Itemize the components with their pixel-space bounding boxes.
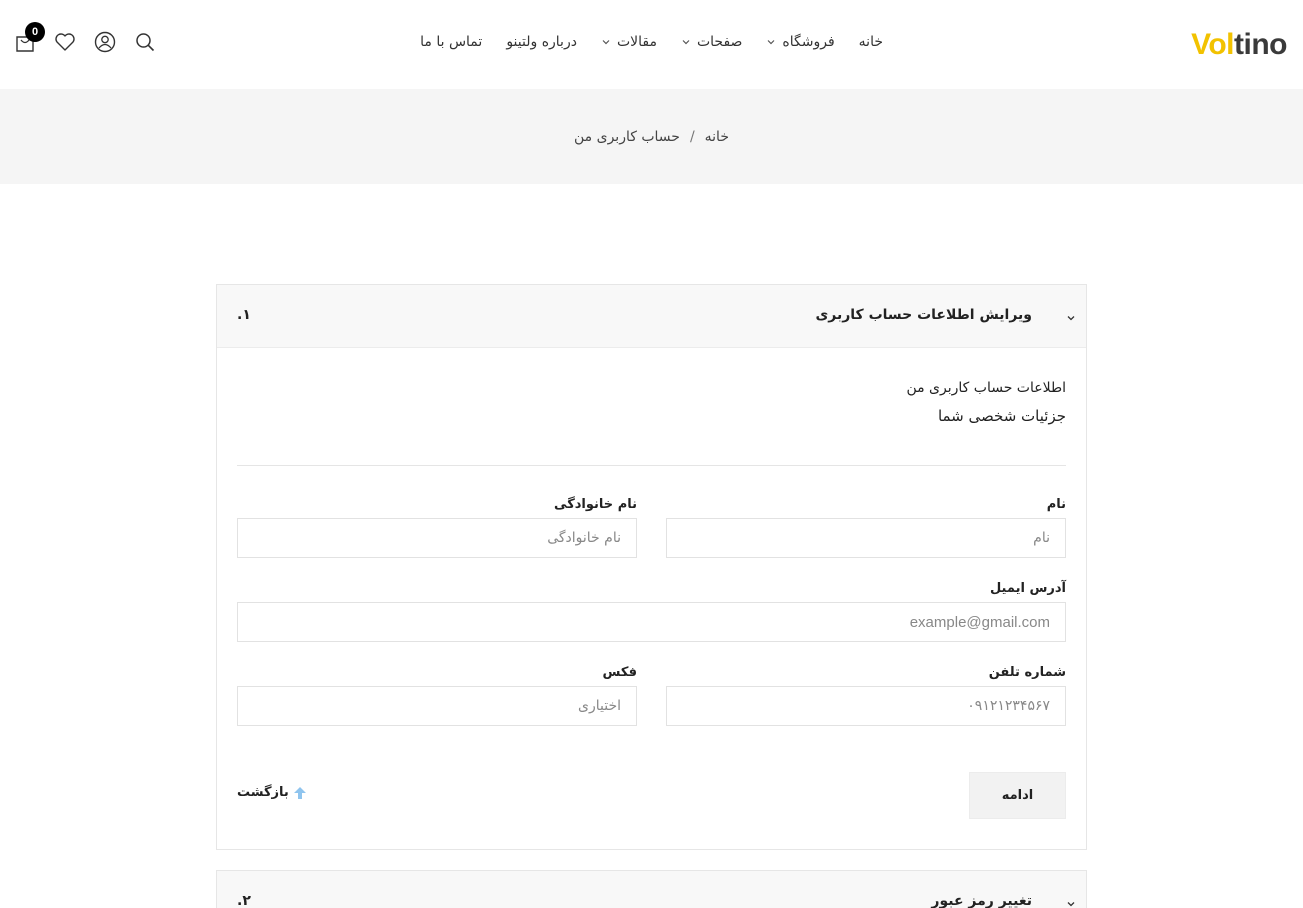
nav-item-shop[interactable] [766, 34, 834, 50]
cart-button[interactable] [14, 26, 39, 54]
logo-part-1: Vol [1191, 28, 1235, 61]
section-title: اطلاعات حساب کاربری من [906, 380, 1066, 396]
nav-item-pages[interactable] [681, 34, 742, 50]
back-link[interactable] [237, 785, 307, 800]
search-button[interactable] [134, 30, 156, 54]
continue-button[interactable]: ادامه [969, 772, 1066, 819]
section-subtitle: جزئیات شخصی شما [937, 407, 1066, 425]
nav-item-articles[interactable] [601, 34, 657, 50]
first-name-label: نام [1046, 497, 1066, 512]
email-input[interactable]: example@gmail.com [237, 602, 1066, 642]
nav-item-label: صفحات [696, 34, 743, 50]
breadcrumb [574, 129, 729, 145]
nav-item-label: خانه [858, 34, 883, 50]
search-icon [134, 31, 156, 53]
chevron-down-icon [681, 37, 691, 47]
email-label: آدرس ایمیل [989, 581, 1066, 596]
logo-part-2: tino [1234, 28, 1287, 61]
last-name-input[interactable]: نام خانوادگی [237, 518, 637, 558]
account-info-panel-header[interactable] [217, 285, 1086, 348]
change-password-panel-header[interactable] [216, 870, 1087, 908]
nav-item-label: مقالات [616, 34, 657, 50]
panel-title: تغییر رمز عبور [931, 893, 1032, 908]
fax-input[interactable]: اختیاری [237, 686, 637, 726]
nav-item-label: درباره ولتینو [506, 34, 577, 50]
wishlist-button[interactable] [54, 30, 76, 54]
logo[interactable] [1191, 28, 1287, 62]
site-header [0, 0, 1303, 89]
cart-count-badge: 0 [25, 22, 45, 42]
account-button[interactable] [94, 30, 116, 54]
panel-number: .۱ [237, 307, 251, 323]
breadcrumb-current: حساب کاربری من [574, 128, 680, 145]
header-icons [14, 26, 156, 54]
breadcrumb-home[interactable]: خانه [704, 128, 729, 145]
back-link-label: بازگشت [237, 785, 289, 800]
nav-item-about[interactable] [506, 34, 577, 50]
panel-number: .۲ [237, 893, 251, 908]
account-info-panel [216, 284, 1087, 850]
fax-label: فکس [602, 665, 637, 680]
chevron-down-icon [766, 37, 776, 47]
breadcrumb-band [0, 89, 1303, 184]
chevron-down-icon [1066, 313, 1076, 323]
nav-item-contact[interactable] [420, 34, 482, 50]
phone-label: شماره تلفن [988, 665, 1066, 680]
heart-icon [54, 31, 76, 53]
phone-input[interactable]: ۰۹۱۲۱۲۳۴۵۶۷ [666, 686, 1066, 726]
last-name-label: نام خانوادگی [554, 497, 637, 512]
first-name-input[interactable]: نام [666, 518, 1066, 558]
nav-item-home[interactable] [859, 34, 883, 50]
nav-item-label: فروشگاه [782, 34, 835, 50]
chevron-down-icon [1066, 899, 1076, 908]
user-icon [94, 31, 116, 53]
nav-item-label: تماس با ما [420, 34, 483, 50]
chevron-down-icon [601, 37, 611, 47]
arrow-up-icon [293, 786, 307, 800]
main-nav [420, 0, 883, 84]
panel-title: ویرایش اطلاعات حساب کاربری [815, 307, 1032, 323]
divider [237, 465, 1066, 466]
breadcrumb-separator: / [689, 128, 695, 145]
